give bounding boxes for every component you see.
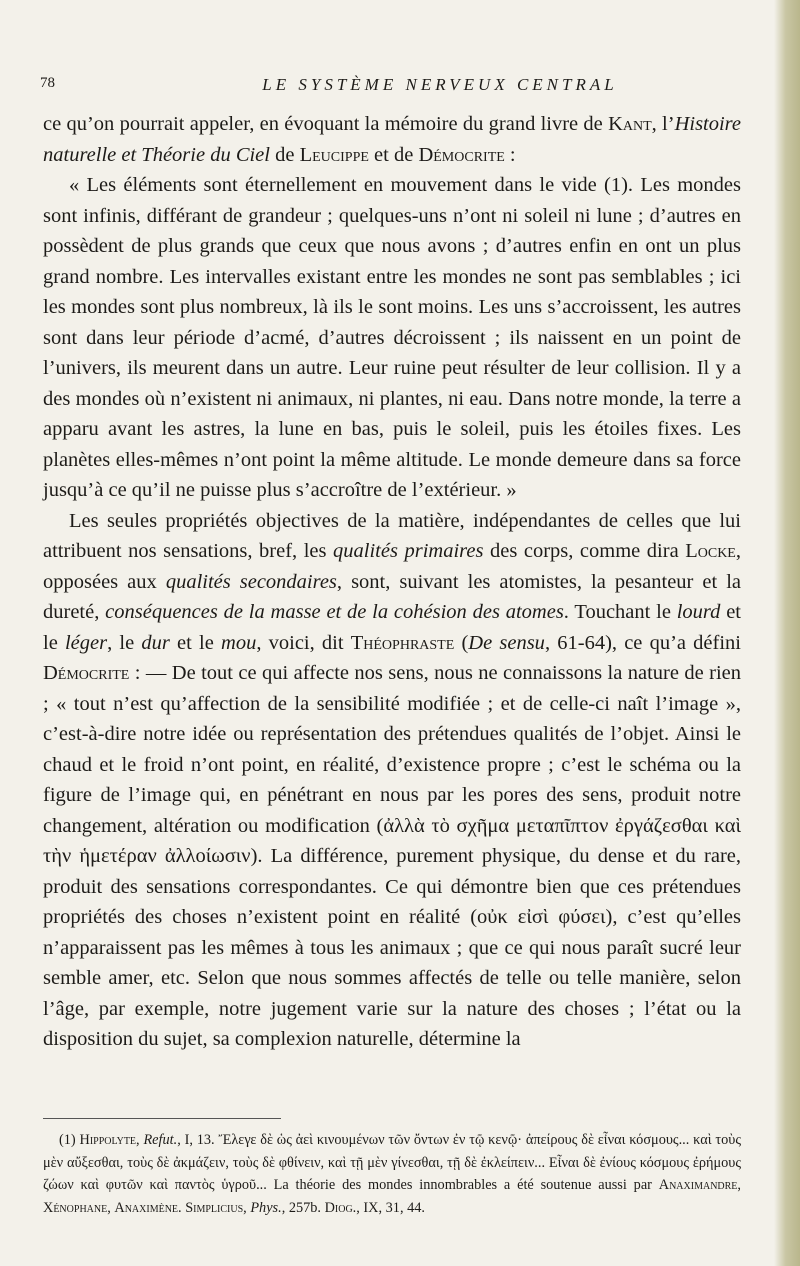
author-name: Locke [685, 540, 736, 562]
text-run: , [737, 1177, 741, 1193]
italic-text: Phys. [250, 1199, 282, 1216]
italic-text: De sensu [468, 631, 545, 654]
text-run: , 61-64), ce qu’a défini [544, 631, 742, 654]
text-run: , IX, 31, 44. [356, 1199, 425, 1216]
italic-text: Histoire naturelle et Théorie du Ciel [43, 113, 741, 166]
text-run: , [136, 1132, 144, 1148]
text-run: . Touchant le [563, 601, 677, 623]
text-run: ( [454, 631, 469, 654]
italic-text: qualités secondaires [165, 570, 337, 593]
text-run: : — De tout ce qui affecte nos sens, nous ne connaissons la nature de rien ; « tout n’est qu’affection de la sensibilité modifiée ; et de celle-ci naît l’image », c’est-à-dire notre idée ou représentation des prétendues qualités de l’objet. Ainsi le chaud et le froid n’ont point, en réalité, d’existence propre ; c’est le schéma ou la figure de l’image qui, en pénétrant en nous par les pores des sens, produit notre changement, altération ou modification (ἀλλὰ τὸ σχῆμα μεταπῖπτον ἐργάζεσθαι καὶ τὴν ἡμετέραν ἀλλοίωσιν). La différence, purement physique, du dense et du rare, produit des sensations correspondantes. Ce qui démontre bien que ces prétendues propriétés des choses n’existent point en réalité (οὐκ εἰσὶ φύσει), c’est qu’elles n’apparaissent pas les mêmes à tous les animaux ; que ce qui nous paraît sucré leur semble amer, etc. Selon que nous sommes affectés de telle ou telle manière, selon l’âge, par exemple, notre jugement varie sur la nature des choses ; l’état ou la disposition du sujet, sa complexion naturelle, détermine la [43, 662, 741, 1050]
text-run: et le [43, 601, 741, 654]
main-text [43, 109, 741, 1055]
text-run: , le [107, 631, 142, 654]
footnote-rule [43, 1118, 281, 1119]
italic-text: Refut. [143, 1132, 178, 1148]
text-run: , l’ [651, 113, 675, 135]
author-name: Diog. [324, 1199, 357, 1216]
italic-text: lourd [676, 601, 721, 623]
text-run: , 257b. [281, 1199, 325, 1216]
running-title: LE SYSTÈME NERVEUX CENTRAL [262, 75, 618, 94]
text-run: Les seules propriétés objectives de la matière, indépendantes de celles que lui attribuent nos sensations, bref, les [43, 509, 741, 562]
text-run: (1) [59, 1132, 80, 1148]
text-run: , voici, dit [256, 631, 351, 654]
paragraph [43, 109, 741, 170]
text-run: , I, 13. Ἔλεγε δὲ ὡς ἀεὶ κινουμένων τῶν ὄντων ἐν τῷ κενῷ· ἀπείρους δὲ εἶναι κόσμους... καὶ τοὺς μὲν αὔξεσθαι, τοὺς δὲ ἀκμάζειν, τοὺς δὲ φθίνειν, καὶ τῇ μὲν γίνεσθαι, τῇ δὲ ἐκλείπειν... Εἶναι δὲ ἐνίους κόσμους ἐρήμους ζώων καὶ φυτῶν καὶ παντὸς ὑγροῦ... La théorie des mondes innombrables a été soutenue aussi par [43, 1132, 741, 1193]
page-number: 78 [40, 75, 55, 91]
footnote [43, 1129, 741, 1219]
author-name: Anaximène [114, 1199, 179, 1216]
italic-text: léger [64, 631, 108, 654]
italic-text: mou [221, 631, 257, 654]
author-name: Kant [608, 113, 652, 135]
text-run: : [504, 143, 516, 166]
text-run: et le [169, 631, 222, 654]
author-name: Simplicius [185, 1199, 244, 1216]
page-header [40, 75, 740, 99]
page-edge-shadow [774, 0, 800, 1266]
author-name: Démocrite [418, 143, 505, 166]
author-name: Théophraste [350, 631, 455, 654]
text-run: . [178, 1199, 186, 1216]
text-run: de [269, 143, 300, 166]
paragraph [43, 170, 741, 506]
text-run: et de [368, 143, 419, 166]
italic-text: qualités primaires [333, 540, 484, 562]
text-run: , [243, 1199, 251, 1216]
italic-text: conséquences de la masse et de la cohésion des atomes [105, 601, 564, 623]
text-run: , [107, 1199, 115, 1216]
text-run: « Les éléments sont éternellement en mouvement dans le vide (1). Les mondes sont infinis, différant de grandeur ; quelques-uns n’ont ni soleil ni lune ; d’autres en possèdent de plus grands que ceux que nous avons ; d’autres enfin en ont un plus grand nombre. Les intervalles existant entre les mondes ne sont pas semblables ; ici les mondes sont plus nombreux, là ils le sont moins. Les uns s’accroissent, les autres sont dans leur période d’acmé, d’autres décroissent ; ils naissent en un point de l’univers, ils meurent dans un autre. Leur ruine peut résulter de leur collision. Il y a des mondes où n’existent ni animaux, ni plantes, ni eau. Dans notre monde, la terre a apparu avant les astres, la lune en bas, puis le soleil, puis les étoiles fixes. Les planètes elles-mêmes n’ont point la même altitude. Le monde demeure dans sa force jusqu’à ce qu’il ne puisse plus s’accroître de l’extérieur. » [43, 174, 741, 501]
text-run: des corps, comme dira [483, 540, 686, 562]
text-run: , sont, suivant les atomistes, la pesanteur et la dureté, [43, 570, 742, 623]
italic-text: dur [141, 631, 170, 654]
author-name: Leucippe [299, 143, 369, 166]
author-name: Anaximandre [658, 1177, 738, 1193]
author-name: Xénophane [43, 1199, 108, 1216]
author-name: Démocrite [43, 662, 130, 684]
text-run: ce qu’on pourrait appeler, en évoquant la mémoire du grand livre de [43, 113, 609, 135]
footnotes [43, 1129, 741, 1219]
author-name: Hippolyte [79, 1132, 137, 1148]
paragraph [43, 506, 741, 1055]
text-run: , opposées aux [43, 540, 741, 593]
